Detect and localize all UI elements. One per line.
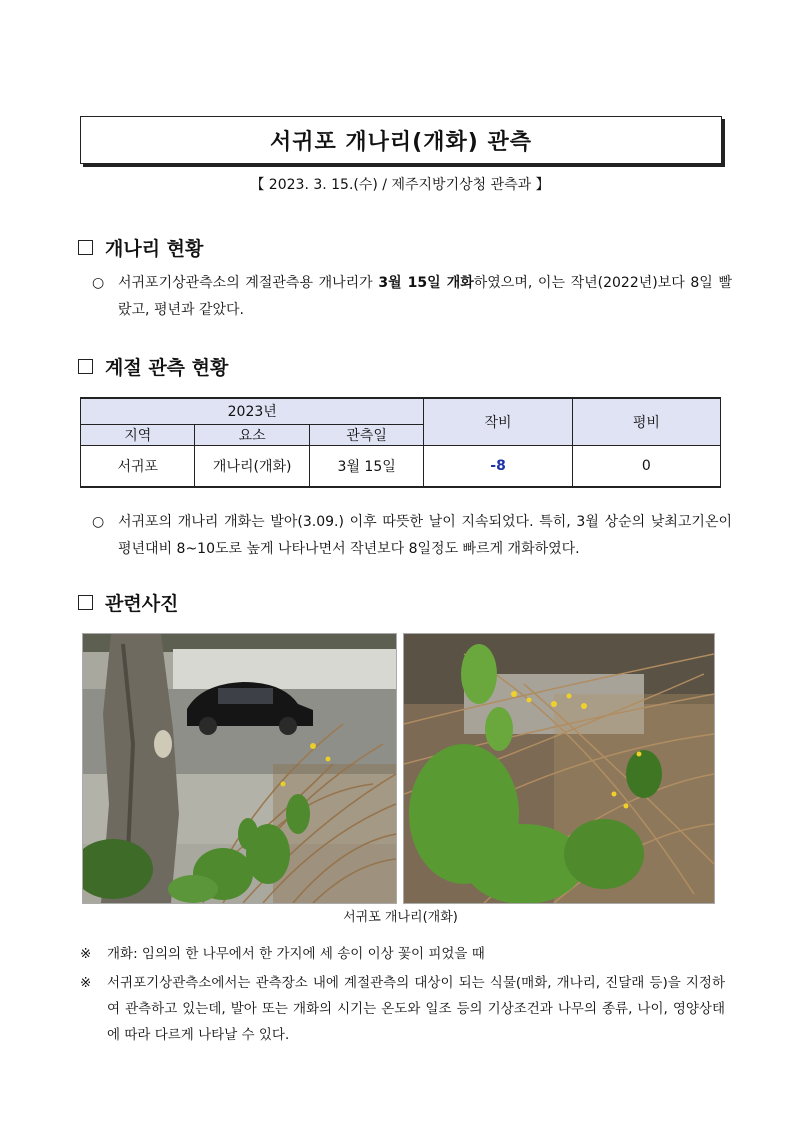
header-region: 지역 [81,424,195,445]
photo-left [82,633,397,904]
footnote-definition-text: 개화: 임의의 한 나무에서 한 가지에 세 송이 이상 꽃이 피었을 때 [107,946,485,962]
page-title: 서귀포 개나리(개화) 관측 [270,129,532,155]
status-paragraph [92,270,732,324]
reference-mark-icon: ※ [80,946,92,962]
footnote-observation-text: 서귀포기상관측소에서는 관측장소 내에 계절관측의 대상이 되는 식물(매화, 개나리, 진달래 등)을 지정하여 관측하고 있는데, 발아 또는 개화의 시기는 온도와 일조 등의 기상조건과 나무의 종류, 나이, 영양상태에 따라 다르게 나타날 수 있다. [107,975,725,1043]
cell-date: 3월 15일 [309,445,423,487]
cell-vs-last-year: -8 [424,445,572,487]
cell-vs-normal: 0 [572,445,720,487]
section-heading-text: 계절 관측 현황 [105,357,229,379]
section-heading-status [78,234,203,261]
title-box [80,116,722,164]
section-heading-text: 관련사진 [105,593,179,615]
status-text-pre: 서귀포기상관측소의 계절관측용 개나리가 [118,275,379,291]
cell-region: 서귀포 [81,445,195,487]
circle-bullet-icon: ○ [92,514,105,530]
checkbox-square-icon [78,595,93,610]
status-text-bold: 3월 15일 개화 [378,275,474,291]
seasonal-note-paragraph [92,509,732,563]
seasonal-note-text: 서귀포의 개나리 개화는 발아(3.09.) 이후 따뜻한 날이 지속되었다. 특히, 3월 상순의 낮최고기온이 평년대비 8~10도로 높게 나타나면서 작년보다 8일정도 빠르게 개화하였다. [118,514,732,557]
header-element: 요소 [195,424,309,445]
observation-table [80,397,721,488]
cell-element: 개나리(개화) [195,445,309,487]
footnote-observation [80,970,725,1048]
checkbox-square-icon [78,359,93,374]
checkbox-square-icon [78,240,93,255]
year-header: 2023년 [81,398,424,424]
forsythia-closeup-photo [404,634,714,903]
footnote-definition [80,941,725,967]
circle-bullet-icon: ○ [92,275,105,291]
subtitle: 【 2023. 3. 15.(수) / 제주지방기상청 관측과 】 [250,177,550,193]
header-vs-normal: 평비 [572,398,720,445]
section-heading-text: 개나리 현황 [105,238,204,260]
header-vs-last-year: 작비 [424,398,572,445]
section-heading-seasonal [78,353,228,380]
forsythia-street-photo [83,634,396,903]
photo-right [403,633,715,904]
status-text [92,270,732,324]
section-heading-photos [78,589,178,616]
photo-caption: 서귀포 개나리(개화) [343,910,458,925]
reference-mark-icon: ※ [80,975,92,991]
status-text-post: 하였으며, 이는 작년(2022년)보다 8일 빨랐고, 평년과 같았다. [118,275,732,318]
header-date: 관측일 [309,424,423,445]
